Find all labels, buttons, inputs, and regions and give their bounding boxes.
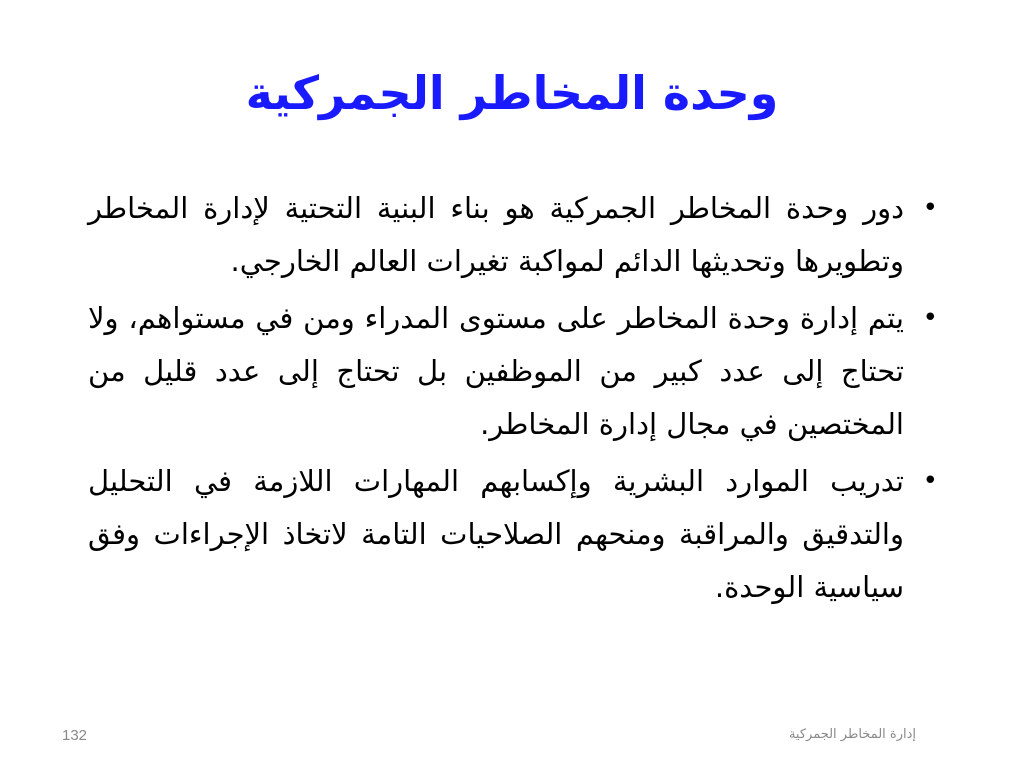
slide-title: وحدة المخاطر الجمركية [245,66,779,120]
footer-title: إدارة المخاطر الجمركية [788,727,916,742]
bullet-text: تدريب الموارد البشرية وإكسابهم المهارات اللازمة في التحليل والتدقيق والمراقبة ومنحهم الصلاحيات التامة لاتخاذ الإجراءات وفق سياسية الوحدة. [88,464,904,604]
bullet-text: دور وحدة المخاطر الجمركية هو بناء البنية التحتية لإدارة المخاطر وتطويرها وتحديثها الدائم لمواكبة تغيرات العالم الخارجي. [88,191,904,278]
bullet-text: يتم إدارة وحدة المخاطر على مستوى المدراء ومن في مستواهم، ولا تحتاج إلى عدد كبير من الموظفين بل تحتاج إلى عدد قليل من المختصين في مجال إدارة المخاطر. [88,301,904,441]
bullet-marker: • [922,193,938,223]
bullet-item-2 [88,292,938,451]
bullet-item-1 [88,182,938,288]
bullet-marker: • [922,466,938,496]
bullet-marker: • [922,303,938,333]
bullet-list [88,182,938,618]
page-number: 132 [62,727,88,744]
bullet-item-3 [88,455,938,614]
